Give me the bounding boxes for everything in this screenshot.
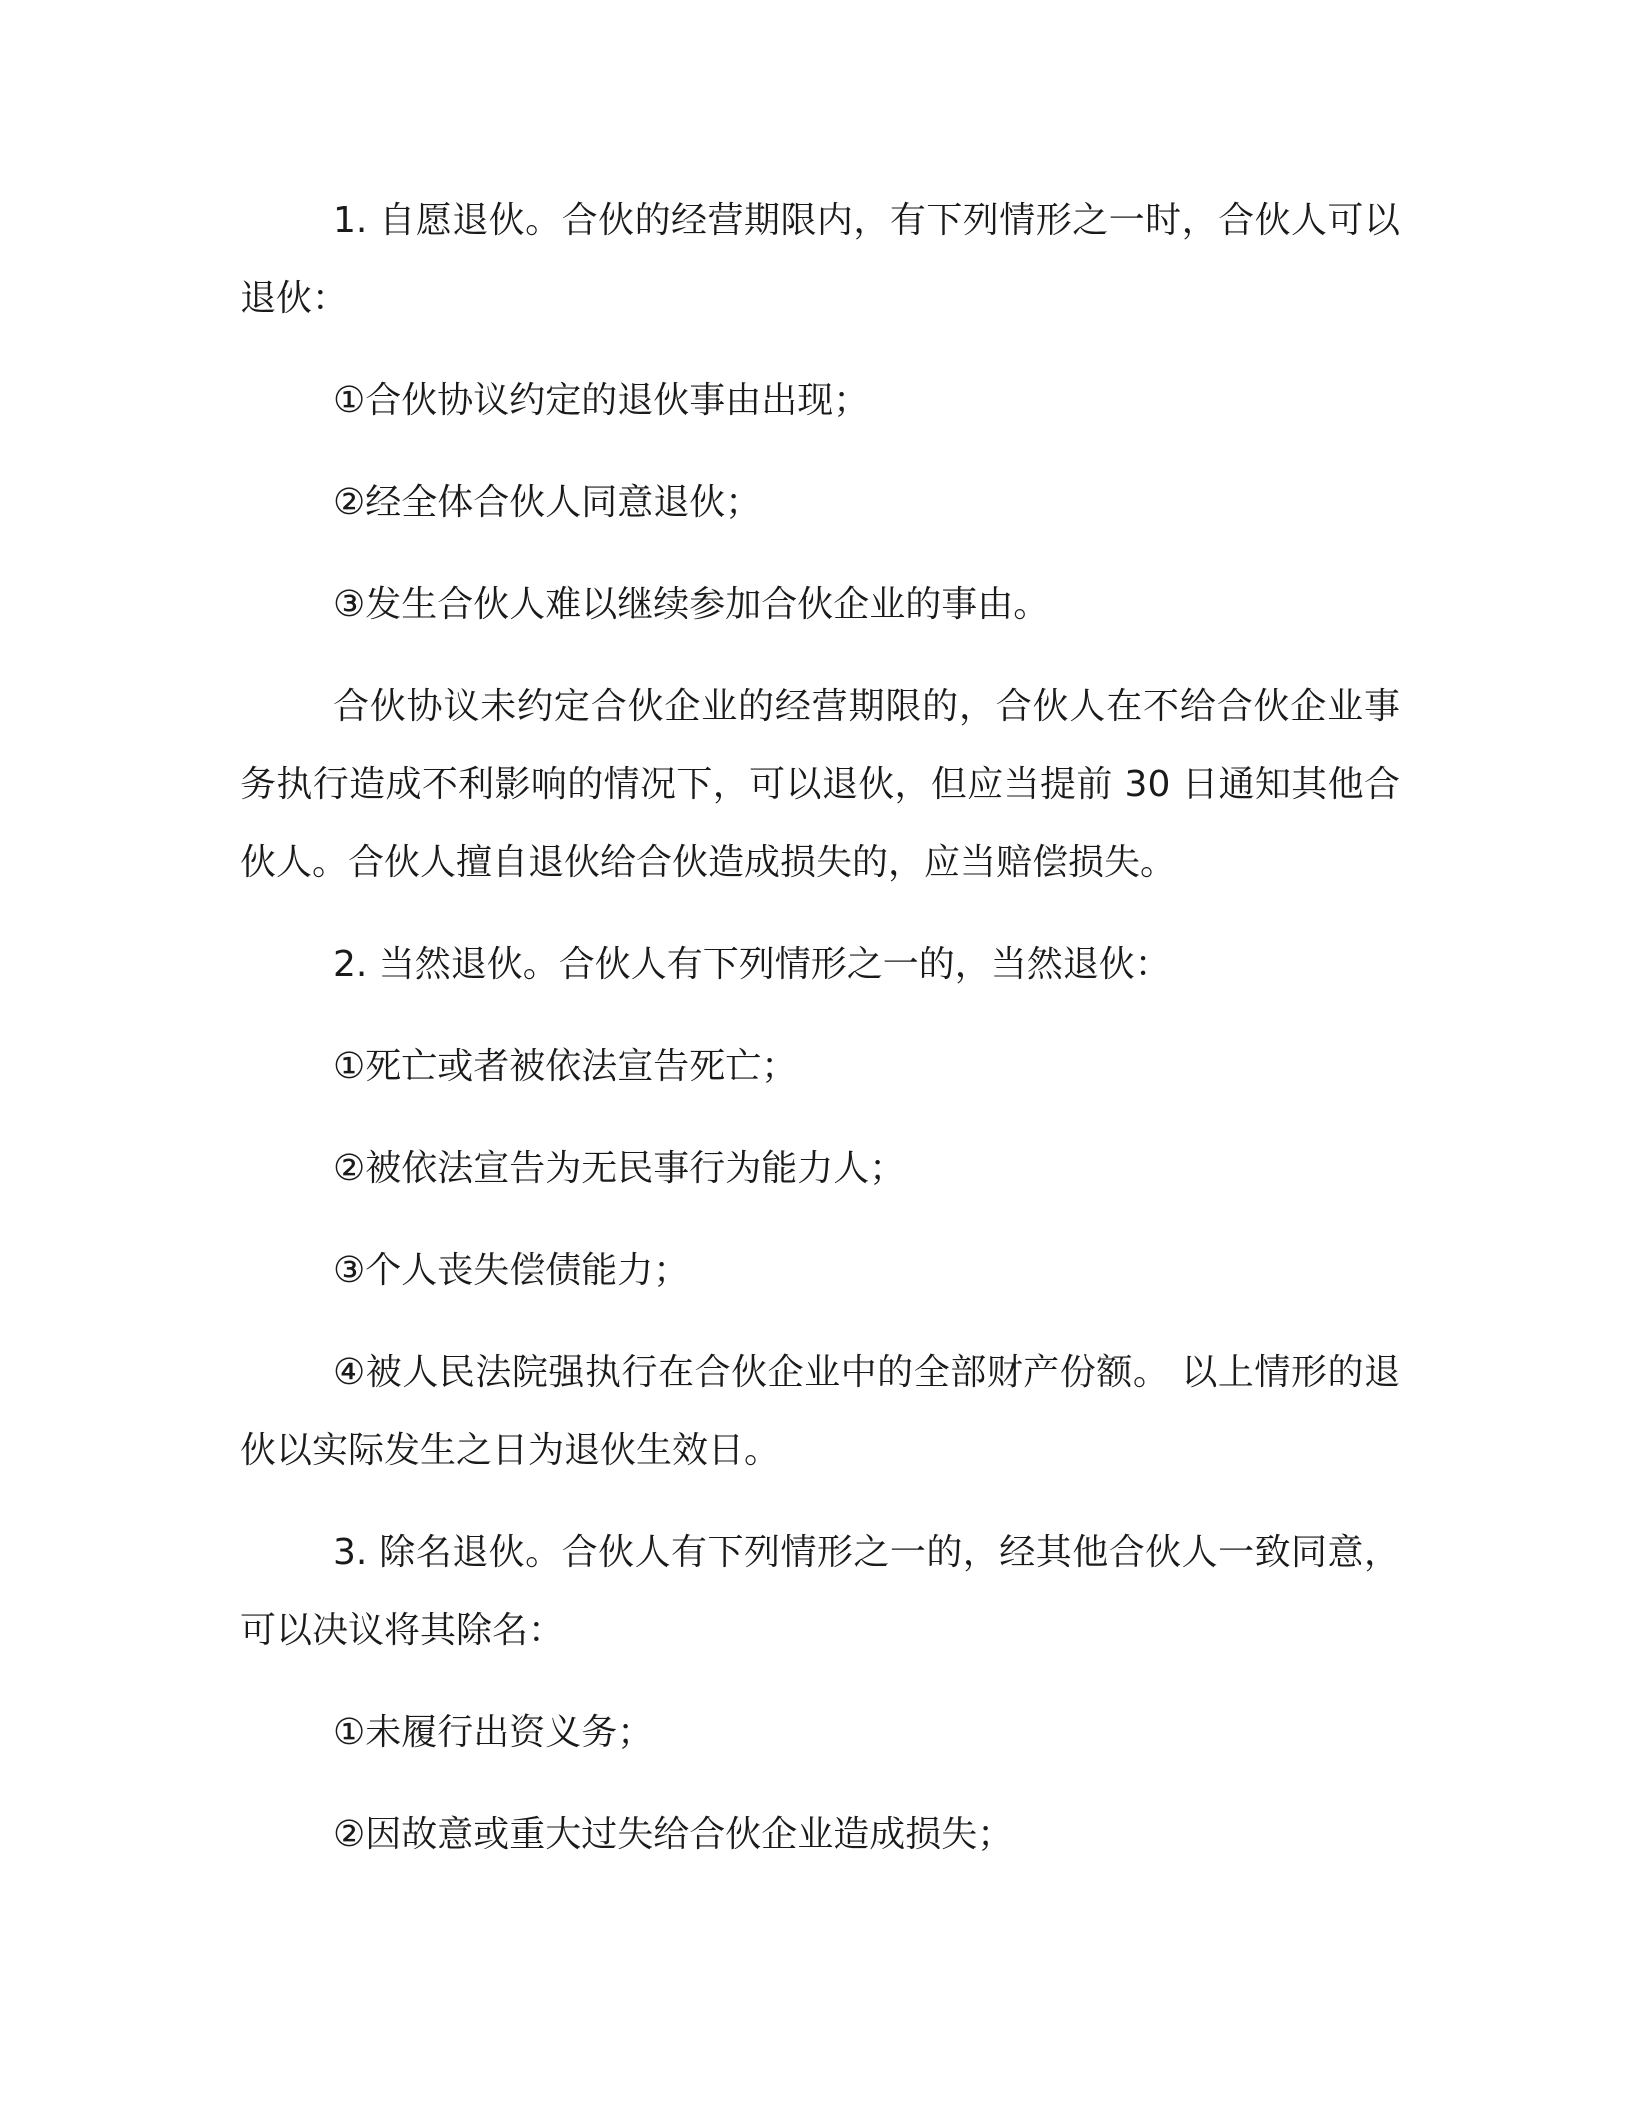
list-item-expulsion-2: ②因故意或重大过失给合伙企业造成损失； xyxy=(333,1814,1014,1855)
list-item-automatic-4: ④被人民法院强执行在合伙企业中的全部财产份额。 以上情形的退伙以实际发生之日为退伙生效日。 xyxy=(240,1352,1400,1471)
list-item-automatic-2: ②被依法宣告为无民事行为能力人； xyxy=(333,1148,906,1189)
paragraph-no-term-withdrawal: 合伙协议未约定合伙企业的经营期限的，合伙人在不给合伙企业事务执行造成不利影响的情况下，可以退伙，但应当提前 30 日通知其他合伙人。合伙人擅自退伙给合伙造成损失的，应当赔偿损失。 xyxy=(240,686,1400,883)
paragraph-automatic-withdrawal: 2. 当然退伙。合伙人有下列情形之一的，当然退伙： xyxy=(333,944,1171,985)
list-item-voluntary-1: ①合伙协议约定的退伙事由出现； xyxy=(333,380,870,421)
paragraph-expulsion-withdrawal: 3. 除名退伙。合伙人有下列情形之一的，经其他合伙人一致同意，可以决议将其除名： xyxy=(240,1532,1400,1651)
list-item-voluntary-3: ③发生合伙人难以继续参加合伙企业的事由。 xyxy=(333,584,1050,625)
document-body xyxy=(240,182,1400,1898)
list-item-expulsion-1: ①未履行出资义务； xyxy=(333,1712,654,1753)
list-item-voluntary-2: ②经全体合伙人同意退伙； xyxy=(333,482,762,523)
list-item-automatic-3: ③个人丧失偿债能力； xyxy=(333,1250,690,1291)
paragraph-voluntary-withdrawal: 1. 自愿退伙。合伙的经营期限内，有下列情形之一时，合伙人可以退伙： xyxy=(240,200,1400,319)
list-item-automatic-1: ①死亡或者被依法宣告死亡； xyxy=(333,1046,798,1087)
